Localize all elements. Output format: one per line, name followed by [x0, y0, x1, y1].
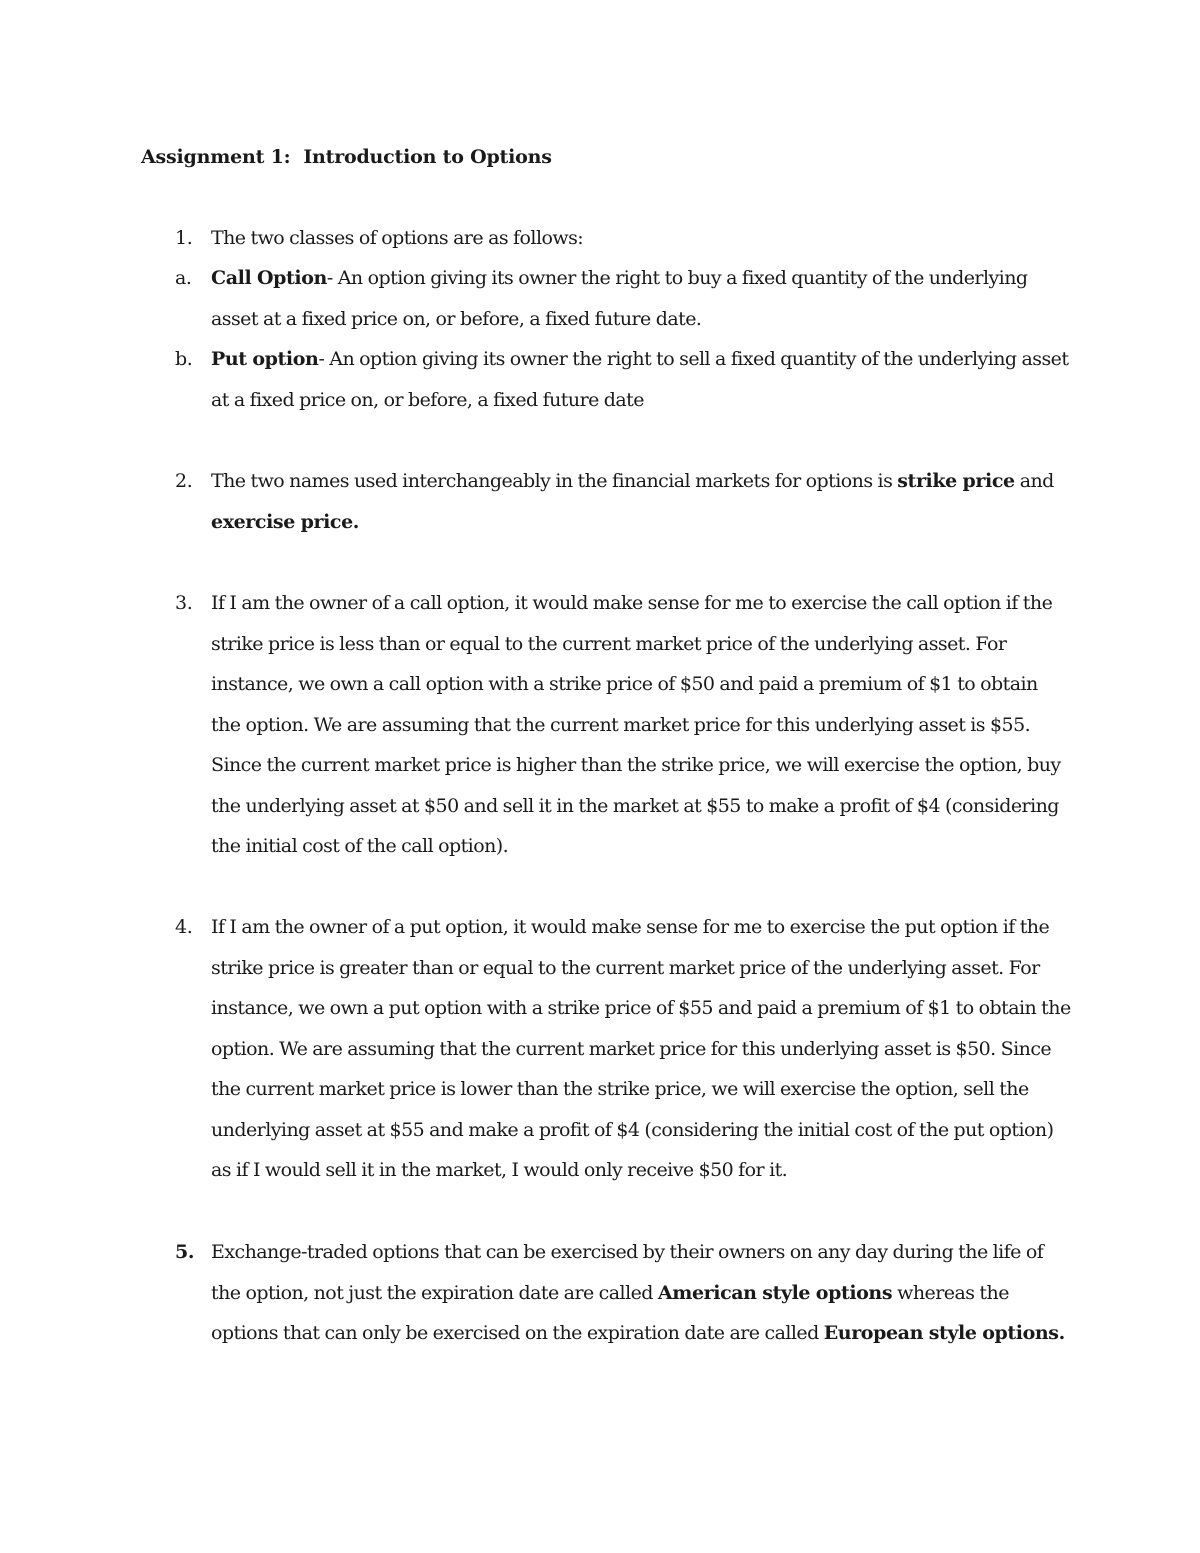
item-5-text-a: Exchange-traded options that can be exercised by their owners on any day during the life of the option, not just the expiration date are called — [211, 1241, 1044, 1304]
strike-price-term: strike price — [897, 470, 1015, 492]
list-item-5-text — [211, 1232, 1071, 1354]
exercise-price-term: exercise price. — [211, 510, 359, 533]
list-marker-a: a. — [175, 267, 192, 289]
list-marker-b: b. — [175, 348, 193, 370]
list-item-4-text: If I am the owner of a put option, it would make sense for me to exercise the put option if the strike price is greater than or equal to the current market price of the underlying asset. For instance, we own a put option with a strike price of $55 and paid a premium of $1 to obtain the option. We are assuming that the current market price for this underlying asset is $50. Since the current market price is lower than the strike price, we will exercise the option, sell the underlying asset at $55 and make a profit of $4 (considering the initial cost of the put option) as if I would sell it in the market, I would only receive $50 for it. — [211, 916, 1071, 1181]
american-style-term: American style options — [657, 1281, 893, 1304]
list-item-3-text: If I am the owner of a call option, it would make sense for me to exercise the call option if the strike price is less than or equal to the current market price of the underlying asset. For instance, we own a call option with a strike price of $50 and paid a premium of $1 to obtain the option. We are assuming that the current market price for this underlying asset is $55. Since the current market price is higher than the strike price, we will exercise the option, buy the underlying asset at $50 and sell it in the market at $55 to make a profit of $4 (considering the initial cost of the call option). — [211, 592, 1061, 857]
list-marker-2: 2. — [175, 470, 193, 492]
list-marker-4: 4. — [175, 916, 193, 938]
list-item-1-text: The two classes of options are as follows: — [211, 227, 584, 249]
assignment-title: Assignment 1: Introduction to Options — [141, 146, 552, 168]
put-option-definition: - An option giving its owner the right to sell a fixed quantity of the underlying asset at a fixed price on, or before, a fixed future date — [211, 348, 1069, 411]
call-option-definition: - An option giving its owner the right to buy a fixed quantity of the underlying asset at a fixed price on, or before, a fixed future date. — [211, 267, 1028, 330]
european-style-term: European style options. — [823, 1322, 1065, 1344]
item-2-text-b: and — [1014, 470, 1054, 492]
list-marker-3: 3. — [175, 592, 193, 614]
call-option-term: Call Option — [211, 267, 327, 289]
list-marker-1: 1. — [175, 227, 193, 249]
list-item-a-text — [211, 258, 1071, 339]
list-item-b-text — [211, 339, 1071, 420]
item-2-text-a: The two names used interchangeably in the financial markets for options is — [211, 470, 898, 492]
list-marker-5: 5. — [175, 1241, 195, 1263]
item-5-text-b: whereas the options that can only be exercised on the expiration date are called — [211, 1281, 1009, 1344]
put-option-term: Put option — [211, 348, 319, 370]
list-item-2-text — [211, 461, 1071, 542]
